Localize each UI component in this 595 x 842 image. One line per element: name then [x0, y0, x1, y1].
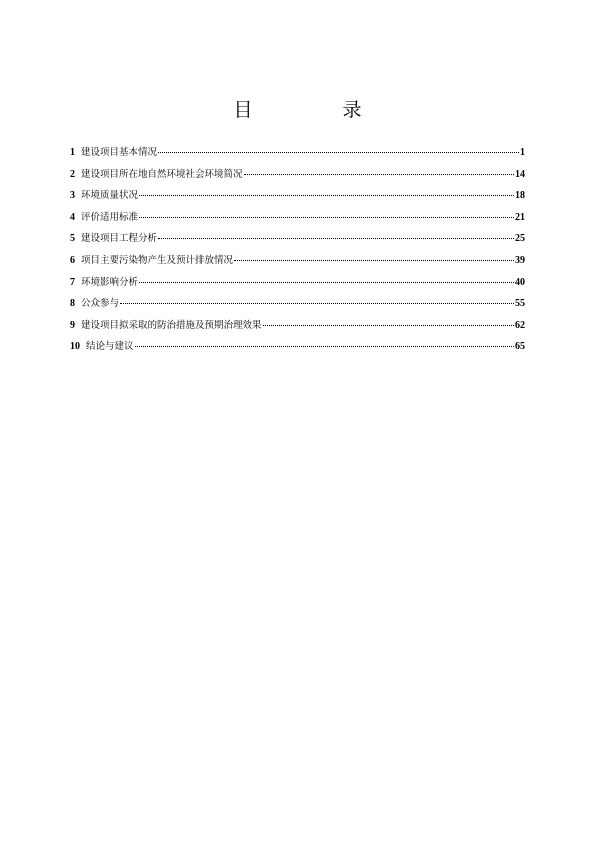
toc-entry[interactable]	[70, 232, 525, 254]
toc-entry-page: 55	[515, 298, 525, 310]
toc-entry[interactable]	[70, 340, 525, 362]
toc-leader-dots	[139, 217, 514, 218]
toc-entry-title: 环境质量状况	[81, 190, 139, 202]
toc-entry-page: 25	[515, 233, 525, 245]
toc-entry[interactable]	[70, 254, 525, 276]
toc-leader-dots	[234, 260, 514, 261]
toc-entry-title: 建设项目所在地自然环境社会环境简况	[81, 168, 243, 180]
toc-entry[interactable]	[70, 189, 525, 211]
toc-entry-number: 5	[70, 233, 75, 245]
toc-entry-number: 10	[70, 341, 80, 353]
toc-entry-title: 建设项目拟采取的防治措施及预期治理效果	[81, 319, 262, 331]
toc-entry-page: 62	[515, 319, 525, 331]
page-title: 目 录	[233, 99, 404, 121]
toc-leader-dots	[263, 325, 514, 326]
toc-leader-dots	[158, 152, 519, 153]
toc-entry-page: 40	[515, 276, 525, 288]
toc-leader-dots	[139, 195, 514, 196]
toc-entry-number: 2	[70, 168, 75, 180]
toc-entry-number: 1	[70, 147, 75, 158]
toc-entry-title: 环境影响分析	[81, 276, 139, 288]
toc-entry-number: 4	[70, 211, 75, 223]
toc-entry[interactable]	[70, 146, 525, 168]
toc-entry[interactable]	[70, 297, 525, 319]
toc-leader-dots	[244, 174, 514, 175]
toc-leader-dots	[158, 238, 514, 239]
toc-entry-number: 6	[70, 254, 75, 266]
toc-entry[interactable]	[70, 319, 525, 341]
toc-entry-page: 21	[515, 211, 525, 223]
toc-entry-title: 建设项目基本情况	[81, 147, 158, 158]
toc-entry[interactable]	[70, 168, 525, 190]
toc-entry-title: 项目主要污染物产生及预计排放情况	[81, 254, 234, 266]
toc-leader-dots	[120, 303, 514, 304]
toc-entry-number: 9	[70, 319, 75, 331]
toc-entry[interactable]	[70, 276, 525, 298]
toc-entry-number: 3	[70, 190, 75, 202]
toc-entry-title: 公众参与	[81, 298, 120, 310]
table-of-contents	[70, 146, 525, 362]
toc-entry-page: 65	[515, 341, 525, 353]
toc-entry-page: 39	[515, 254, 525, 266]
toc-entry-number: 8	[70, 298, 75, 310]
toc-entry-page: 1	[520, 147, 525, 158]
toc-entry-title: 结论与建议	[86, 341, 134, 353]
toc-leader-dots	[135, 346, 514, 347]
toc-entry-number: 7	[70, 276, 75, 288]
toc-entry-page: 14	[515, 168, 525, 180]
toc-entry[interactable]	[70, 211, 525, 233]
toc-entry-title: 评价适用标准	[81, 211, 139, 223]
toc-entry-page: 18	[515, 190, 525, 202]
toc-leader-dots	[139, 282, 514, 283]
toc-entry-title: 建设项目工程分析	[81, 233, 158, 245]
